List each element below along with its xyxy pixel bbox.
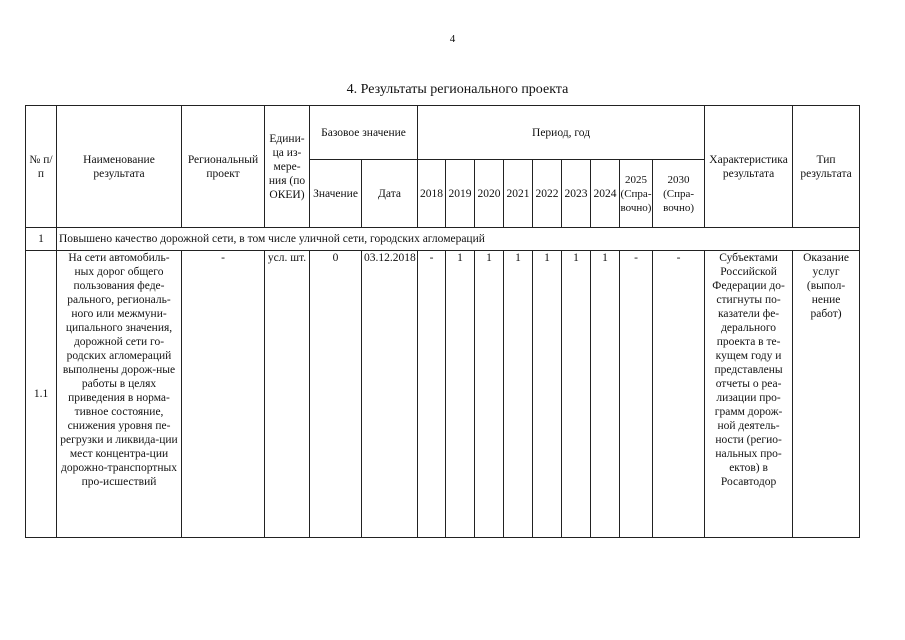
header-name: Наименование результата bbox=[57, 106, 182, 228]
header-base-value: Значение bbox=[310, 160, 362, 228]
page-title: 4. Результаты регионального проекта bbox=[346, 82, 569, 97]
result-year-2030: - bbox=[653, 251, 705, 538]
result-unit: усл. шт. bbox=[265, 251, 310, 538]
results-table bbox=[25, 105, 860, 538]
header-period: Период, год bbox=[418, 106, 705, 160]
result-base-value: 0 bbox=[310, 251, 362, 538]
header-base: Базовое значение bbox=[310, 106, 418, 160]
result-year-value: 1 bbox=[475, 251, 504, 538]
header-num: № п/п bbox=[26, 106, 57, 228]
section-text: Повышено качество дорожной сети, в том числе уличной сети, городских агломераций bbox=[57, 228, 860, 251]
header-year: 2018 bbox=[418, 160, 446, 228]
result-year-value: 1 bbox=[504, 251, 533, 538]
result-year-value: 1 bbox=[533, 251, 562, 538]
header-year: 2022 bbox=[533, 160, 562, 228]
header-year: 2023 bbox=[562, 160, 591, 228]
result-type: Оказание услуг (выпол-нение работ) bbox=[793, 251, 860, 538]
result-characteristic: Субъектами Российской Федерации до-стигнуты по-казатели фе-дерального проекта в те-кущем году и представлены отчеты о реа-лизации про-грамм дорож-ной деятель-ности (регио-нальных про-ектов) в Росавтодор bbox=[705, 251, 793, 538]
row-num: 1.1 bbox=[26, 251, 57, 538]
result-project: - bbox=[182, 251, 265, 538]
header-year-2030: 2030 (Спра-вочно) bbox=[653, 160, 705, 228]
header-year: 2020 bbox=[475, 160, 504, 228]
result-year-value: 1 bbox=[446, 251, 475, 538]
header-unit: Едини-ца из-мере-ния (по ОКЕИ) bbox=[265, 106, 310, 228]
header-base-date: Дата bbox=[362, 160, 418, 228]
header-year: 2024 bbox=[591, 160, 620, 228]
result-year-value: 1 bbox=[562, 251, 591, 538]
result-year-value: - bbox=[418, 251, 446, 538]
result-year-value: 1 bbox=[591, 251, 620, 538]
header-year-2025: 2025 (Спра-вочно) bbox=[620, 160, 653, 228]
header-year: 2019 bbox=[446, 160, 475, 228]
result-year-2025: - bbox=[620, 251, 653, 538]
header-project: Региональный проект bbox=[182, 106, 265, 228]
header-characteristic: Характеристика результата bbox=[705, 106, 793, 228]
header-year: 2021 bbox=[504, 160, 533, 228]
table-row bbox=[26, 251, 860, 538]
header-type: Тип результата bbox=[793, 106, 860, 228]
result-base-date: 03.12.2018 bbox=[362, 251, 418, 538]
section-num: 1 bbox=[26, 228, 57, 251]
section-row bbox=[26, 228, 860, 251]
result-name: На сети автомобиль-ных дорог общего пользования феде-рального, региональ-ного или межмуни-ципального значения, дорожной сети го-родских агломераций выполнены дорож-ные работы в целях приведения в норма-тивное состояние, снижения уровня пе-регрузки и ликвида-ции мест концентра-ции дорожно-транспортных про-исшествий bbox=[57, 251, 182, 538]
page-number: 4 bbox=[449, 33, 456, 45]
